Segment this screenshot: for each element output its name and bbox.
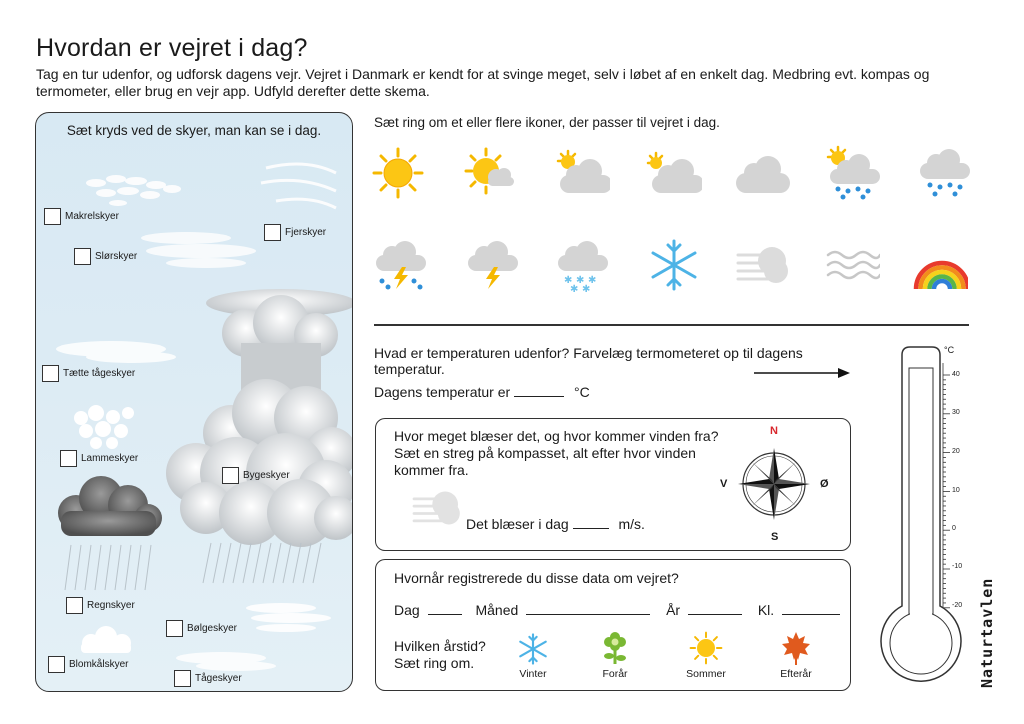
svg-text:✱: ✱	[576, 275, 585, 286]
section-divider	[374, 324, 969, 326]
checkbox[interactable]	[48, 656, 65, 673]
wind-speed-blank[interactable]	[573, 516, 609, 529]
checkbox[interactable]	[166, 620, 183, 637]
rain-icon[interactable]	[916, 145, 972, 201]
wind-icon[interactable]	[734, 237, 790, 293]
page-title: Hvordan er vejret i dag?	[36, 34, 308, 62]
cloud-panel	[35, 112, 353, 692]
date-question: Hvornår registrerede du disse data om vejret?	[394, 570, 679, 586]
temperature-blank[interactable]	[514, 384, 564, 397]
winter-snowflake-icon[interactable]	[516, 632, 550, 666]
cloud-icon[interactable]	[734, 145, 790, 201]
cloud-option-blomkalskyer[interactable]: Blomkålskyer	[48, 656, 128, 673]
spring-flower-icon[interactable]	[600, 630, 630, 666]
compass-icon[interactable]	[734, 440, 814, 530]
date-row: Dag Måned År Kl.	[394, 602, 840, 618]
cloud-panel-title: Sæt kryds ved de skyer, man kan se i dag.	[66, 123, 322, 138]
snowflake-icon[interactable]	[646, 237, 702, 293]
temperature-line: Dagens temperatur er °C	[374, 384, 590, 400]
year-blank[interactable]	[688, 602, 742, 615]
arrow-icon	[752, 366, 852, 380]
bygeskyer-cloud	[166, 289, 352, 547]
compass-west: V	[720, 478, 728, 490]
tick-label: 10	[952, 487, 960, 494]
compass-north: N	[770, 425, 778, 437]
wind-speed-line: Det blæser i dag m/s.	[466, 516, 645, 532]
checkbox[interactable]	[74, 248, 91, 265]
cloud-option-regnskyer[interactable]: Regnskyer	[66, 597, 135, 614]
icons-instruction: Sæt ring om et eller flere ikoner, der passer til vejret i dag.	[374, 115, 720, 130]
checkbox[interactable]	[42, 365, 59, 382]
cloud-option-bolgeskyer[interactable]: Bølgeskyer	[166, 620, 237, 637]
cloud-option-slorskyer[interactable]: Slørskyer	[74, 248, 137, 265]
cloud-option-lammeskyer[interactable]: Lammeskyer	[60, 450, 138, 467]
cloud-option-fjerskyer[interactable]: Fjerskyer	[264, 224, 326, 241]
fog-icon[interactable]	[824, 237, 880, 293]
svg-text:✱: ✱	[570, 284, 579, 293]
mostly-cloudy-icon[interactable]	[646, 145, 702, 201]
day-blank[interactable]	[428, 602, 462, 615]
season-winter-label: Vinter	[519, 668, 547, 680]
svg-text:✱: ✱	[582, 284, 591, 293]
season-spring-label: Forår	[602, 668, 628, 680]
autumn-leaf-icon[interactable]	[780, 630, 812, 666]
cloud-option-tageskyer[interactable]: Tågeskyer	[174, 670, 242, 687]
thermometer[interactable]	[872, 343, 968, 695]
cloud-option-bygeskyer[interactable]: Bygeskyer	[222, 467, 290, 484]
tick-label: 20	[952, 448, 960, 455]
tick-label: 0	[952, 525, 956, 532]
checkbox[interactable]	[60, 450, 77, 467]
partly-cloudy-icon[interactable]	[554, 145, 610, 201]
thermometer-unit: °C	[944, 345, 955, 355]
tick-label: -20	[952, 602, 963, 609]
wind-question: Hvor meget blæser det, og hvor kommer vinden fra? Sæt en streg på kompasset, alt efter hvor vinden kommer fra.	[394, 428, 719, 478]
fjerskyer-cloud	[261, 164, 336, 208]
wind-icon	[410, 486, 462, 530]
snow-cloud-icon[interactable]	[554, 237, 610, 293]
taette-tageskyer-cloud	[56, 341, 176, 363]
svg-text:✱: ✱	[588, 275, 597, 286]
month-blank[interactable]	[526, 602, 650, 615]
thunderstorm-rain-icon[interactable]	[372, 237, 428, 293]
thunder-icon[interactable]	[464, 237, 520, 293]
lammeskyer-cloud	[74, 405, 134, 449]
blomkalskyer-cloud	[81, 626, 131, 653]
tick-label: 40	[952, 371, 960, 378]
checkbox[interactable]	[66, 597, 83, 614]
sun-cloud-rain-icon[interactable]	[824, 145, 880, 201]
tageskyer-cloud	[176, 652, 276, 671]
makrelskyer-cloud	[86, 175, 181, 206]
svg-text:✱: ✱	[564, 275, 573, 286]
tick-label: 30	[952, 409, 960, 416]
season-question: Hvilken årstid? Sæt ring om.	[394, 638, 486, 671]
compass-east: Ø	[820, 478, 829, 490]
cloud-option-taette-tageskyer[interactable]: Tætte tågeskyer	[42, 365, 135, 382]
regnskyer-rain	[65, 545, 151, 590]
intro-text: Tag en tur udenfor, og udforsk dagens vejr. Vejret i Danmark er kendt for at svinge meget, selv i løbet af en enkelt dag. Medbring evt. kompas og termometer, eller brug en vejr app. Udfyld derefter dette skema.	[36, 66, 930, 99]
sun-behind-cloud-icon[interactable]	[462, 145, 518, 201]
checkbox[interactable]	[222, 467, 239, 484]
regnskyer-cloud	[58, 476, 162, 536]
season-summer-label: Sommer	[686, 668, 726, 680]
brand-logo: Naturtavlen	[978, 577, 996, 688]
summer-sun-icon[interactable]	[688, 630, 724, 666]
tick-label: -10	[952, 563, 963, 570]
time-blank[interactable]	[782, 602, 840, 615]
checkbox[interactable]	[174, 670, 191, 687]
bolgeskyer-cloud	[246, 603, 331, 632]
season-autumn-label: Efterår	[780, 668, 812, 680]
slorskyer-cloud	[141, 232, 256, 268]
checkbox[interactable]	[44, 208, 61, 225]
temperature-question: Hvad er temperaturen udenfor? Farvelæg termometeret op til dagens temperatur.	[374, 345, 803, 377]
bygeskyer-rain	[203, 543, 321, 583]
checkbox[interactable]	[264, 224, 281, 241]
sun-icon[interactable]	[370, 145, 426, 201]
compass-south: S	[771, 531, 779, 543]
cloud-option-makrelskyer[interactable]: Makrelskyer	[44, 208, 119, 225]
rainbow-icon[interactable]	[912, 237, 968, 293]
